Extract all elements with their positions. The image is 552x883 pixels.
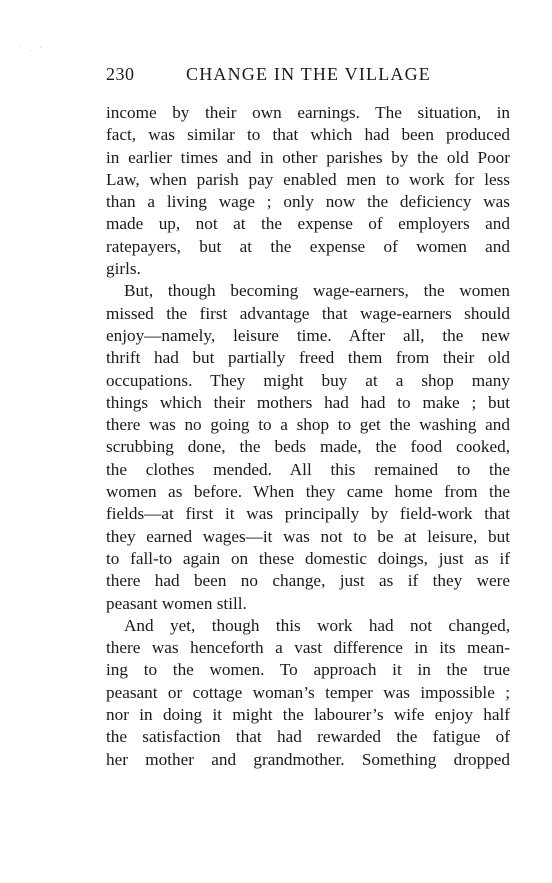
- text-line: ing to the women. To approach it in the true: [106, 660, 510, 680]
- text-line: fields—at first it was principally by field-work that: [106, 504, 510, 524]
- text-line: they earned wages—it was not to be at leisure, but: [106, 526, 510, 546]
- page-number: 230: [106, 64, 135, 84]
- text-line: occupations. They might buy at a shop many: [106, 370, 510, 390]
- text-line: And yet, though this work had not changed,: [124, 615, 510, 635]
- running-title: CHANGE IN THE VILLAGE: [186, 64, 432, 84]
- text-line: income by their own earnings. The situation, in: [106, 103, 510, 122]
- text-line: women as before. When they came home from the: [106, 482, 510, 502]
- text-line: peasant or cottage woman’s temper was impossible ;: [106, 682, 510, 702]
- text-line: fact, was similar to that which had been produced: [106, 125, 510, 145]
- body-text: [106, 102, 510, 771]
- text-line: in earlier times and in other parishes by the old Poor: [106, 147, 510, 167]
- text-line: there was no going to a shop to get the washing and: [106, 415, 510, 435]
- text-line: missed the first advantage that wage-earners should: [106, 303, 510, 323]
- text-line: the satisfaction that had rewarded the fatigue of: [106, 727, 510, 747]
- text-line: to fall-to again on these domestic doings, just as if: [106, 548, 510, 568]
- page-header: [106, 64, 512, 92]
- text-line: her mother and grandmother. Something dropped: [106, 749, 510, 769]
- text-line: there had been no change, just as if they were: [106, 571, 510, 591]
- text-line: Law, when parish pay enabled men to work for less: [106, 169, 510, 189]
- text-line: enjoy—namely, leisure time. After all, the new: [106, 325, 510, 345]
- text-line: thrift had but partially freed them from their old: [106, 348, 510, 368]
- paper-specks: [18, 44, 48, 54]
- text-line: made up, not at the expense of employers and: [106, 214, 510, 234]
- text-line: But, though becoming wage-earners, the women: [124, 281, 510, 301]
- text-line: peasant women still.: [106, 593, 247, 613]
- text-line: things which their mothers had had to make ; but: [106, 392, 510, 412]
- text-line: girls.: [106, 259, 141, 279]
- text-line: ratepayers, but at the expense of women and: [106, 236, 510, 256]
- text-line: than a living wage ; only now the deficiency was: [106, 192, 510, 212]
- text-line: nor in doing it might the labourer’s wife enjoy half: [106, 705, 510, 725]
- text-line: scrubbing done, the beds made, the food cooked,: [106, 437, 510, 457]
- text-line: there was henceforth a vast difference in its mean-: [106, 638, 510, 658]
- text-line: the clothes mended. All this remained to the: [106, 459, 510, 479]
